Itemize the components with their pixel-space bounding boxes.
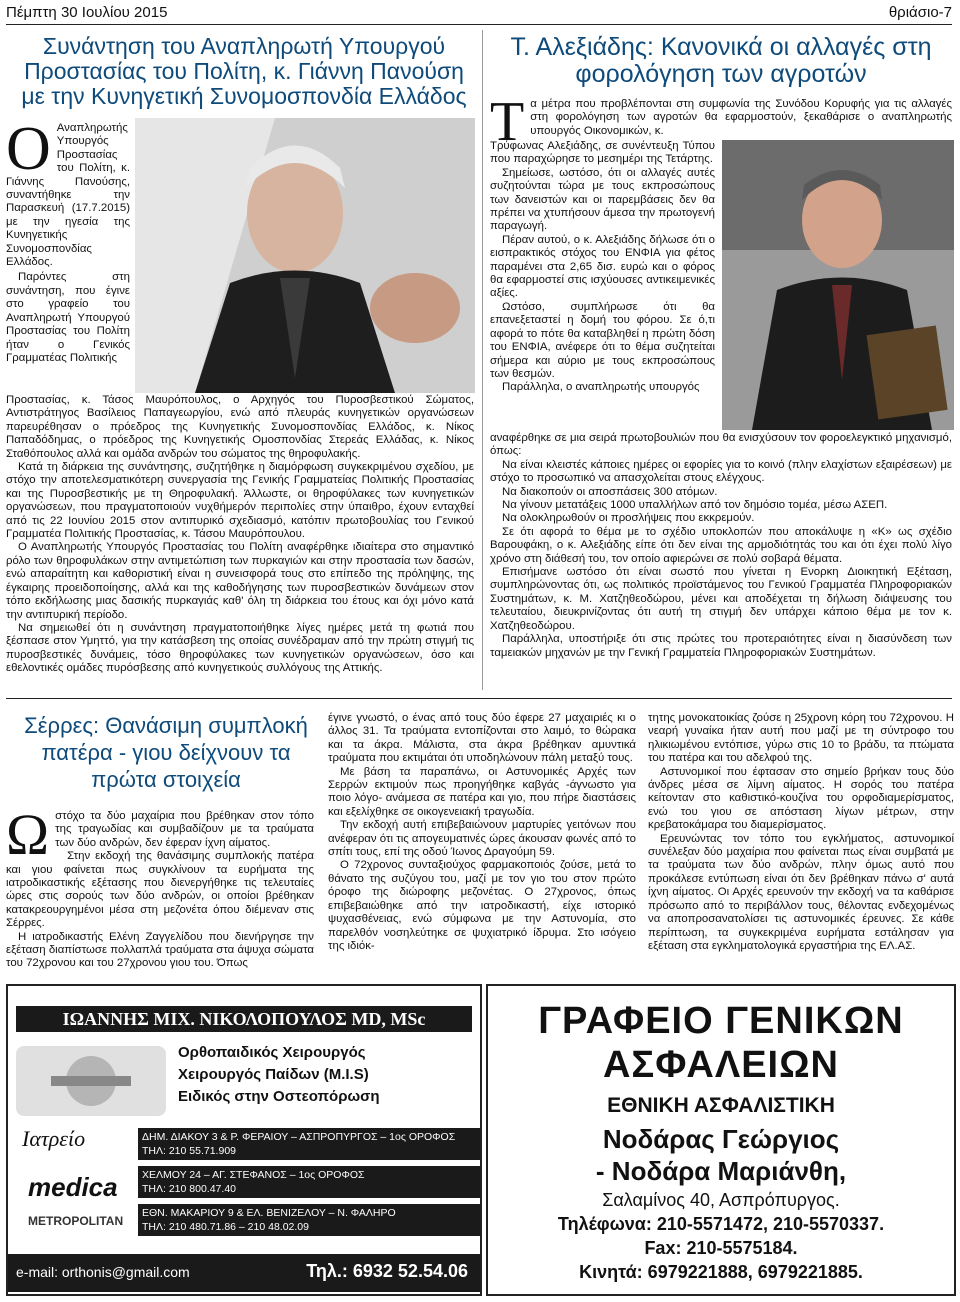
insurance-line5: - Νοδάρα Μαριάνθη,: [595, 1156, 847, 1186]
article3-paragraph: Ερευνώντας τον τόπο του εγκλήματος, αστυνομικοί συνέλεξαν δύο μαχαίρια που φαίνεται πως είναι συμβατά με τα τραύματα των δύο ανδρών, πλην όμως αυτό που προκάλεσε εντύπωση είναι ότι δεν βρέθηκαν πάνω σ' αυτά ίχνη αίματος. Οι Αρχές ερευνούν την εκδοχή να τα καθάρισε πρόσωπο από το περιβάλλον τους, θέλοντας ενδεχομένως να αποπροσανατολίσει τις αστυνομικές έρευνες. Σε κάθε περίπτωση, τα συγκεκριμένα ευρήματα εστάλησαν για εξέταση στα εγκληματολογικά εργαστήρια της ΕΛ.ΑΣ.: [648, 832, 954, 952]
article2-paragraph: Τρύφωνας Αλεξιάδης, σε συνέντευξη Τύπου που παραχώρησε το μεσημέρι της Τετάρτης.: [490, 140, 715, 166]
office-2: [138, 1166, 480, 1198]
doctor-logo-image: [16, 1046, 166, 1116]
office-phone: ΤΗΛ: 210 55.71.909: [142, 1145, 236, 1157]
office-phone: ΤΗΛ: 210 480.71.86 – 210 48.02.09: [142, 1221, 309, 1233]
article2-paragraph: Πέραν αυτού, ο κ. Αλεξιάδης δήλωσε ότι ο εισπρακτικός στόχος του ΕΝΦΙΑ για φέτος παραμένει στα 2,65 δισ. ευρώ και ο φόρος θα εφαρμοστεί στις ισχύουσες αντικειμενικές αξίες.: [490, 233, 715, 300]
insurance-line8[interactable]: Fax: 210-5575184.: [644, 1238, 798, 1258]
page-label: θριάσιο-7: [888, 4, 952, 21]
article2-paragraph: Παράλληλα, υποστήριξε ότι στις πρώτες του προτεραιότητες είναι η διασύνδεση των ταμειακών μηχανών με την Γενική Γραμματεία Πληροφοριακών Συστημάτων.: [490, 633, 952, 659]
issue-date: Πέμπτη 30 Ιουλίου 2015: [6, 4, 168, 21]
insurance-line3: ΕΘΝΙΚΗ ΑΣΦΑΛΙΣΤΙΚΗ: [607, 1094, 835, 1117]
article3-column3: [648, 712, 954, 953]
article1-paragraph: Ο Αναπληρωτής Υπουργός Προστασίας του Πολίτη αναφέρθηκε ιδιαίτερα στο σημαντικό ρόλο των θηροφυλάκων στην αντιμετώπιση των πυρκαγιών και στην προστασία των δασών, ενώ απαραίτητη και καθοριστική είναι η συνεισφορά τους στο επίπεδο της πρόληψης, της έγκαιρης προειδοποίησης, αλλά και της καθοδήγησης των πυροσβεστικών δυνάμεων στον τόπο εκδήλωσης μιας δασικής πυρκαγιάς καθ' όλη τη διάρκεια του έτους και όχι μόνο κατά την αντιπυρική περίοδο.: [6, 541, 474, 621]
section-rule: [6, 698, 952, 699]
doctor-special: Ειδικός στην Οστεοπόρωση: [178, 1088, 380, 1105]
article2-full-width: [490, 432, 952, 660]
article3-column1: [6, 802, 314, 971]
doctor-contact-bar: [8, 1254, 480, 1292]
article3-paragraph: Η ιατροδικαστής Ελένη Ζαγγελίδου που διενήργησε την εξέταση διαπίστωσε πολλαπλά τραύματα στα άψυχα σώματα του 72χρονου και του 27χρονου γιου του. Όπως: [6, 930, 314, 970]
article2-paragraph: αναφέρθηκε σε μια σειρά πρωτοβουλιών που θα ενισχύσουν τον φοροελεγκτικό μηχανισμό, όπως:: [490, 432, 952, 458]
article1-col-text: Αναπληρωτής Υπουργός Προστασίας του Πολίτη, κ. Γιάννης Πανούσης, συναντήθηκε την Παρασκευή (17.7.2015) με την ηγεσία της Κυνηγετικής Συνομοσπονδίας Ελλάδος.: [6, 122, 130, 269]
article3-title: Σέρρες: Θανάσιμη συμπλοκή πατέρα - γιου δείχνουν τα πρώτα στοιχεία: [24, 713, 308, 792]
article2-lead-text: α μέτρα που προβλέπονται στη συμφωνία της Συνόδου Κορυφής για τις αλλαγές στη φορολόγηση των αγροτών θα εφαρμοστούν, ξεκαθάρισε ο αναπληρωτής υπουργός Οικονομικών, κ.: [530, 98, 952, 137]
insurance-line6: Σαλαμίνος 40, Ασπρόπυργος.: [602, 1190, 840, 1210]
metropolitan-logo: METROPOLITAN: [28, 1214, 124, 1228]
article3-drop-cap: Ω: [6, 802, 50, 867]
article2-column: [490, 140, 715, 395]
article1-col-text2: Παρόντες στη συνάντηση, που έγινε στο γραφείο του Αναπληρωτή Υπουργού Προστασίας του Πολίτη ήταν ο Γενικός Γραμματέας Πολιτικής: [6, 271, 130, 364]
article2-paragraph: Σημείωσε, ωστόσο, ότι οι αλλαγές αυτές συζητούνται τώρα με τους εκπροσώπους των δανειστών και οι παρεμβάσεις δεν θα πρέπει να χτυπήσουν άμεσα την πρωτογενή παραγωγή.: [490, 166, 715, 233]
article2-paragraph: Να γίνουν μετατάξεις 1000 υπαλλήλων από τον δημόσιο τομέα, μέσω ΑΣΕΠ.: [502, 499, 888, 512]
article3-paragraph: τητης μονοκατοικίας ζούσε η 25χρονη κόρη του 72χρονου. Η νεαρή γυναίκα ήταν αυτή που μαζί με τη σύντροφο του ηλικιωμένου εντόπισε, γύρω στις 10 το βράδυ, τα πτώματα του πατέρα και του αδελφού της.: [648, 712, 954, 765]
office-address: ΔΗΜ. ΔΙΑΚΟΥ 3 & Ρ. ΦΕΡΑΙΟΥ – ΑΣΠΡΟΠΥΡΓΟΣ – 1ος ΟΡΟΦΟΣ: [142, 1131, 456, 1143]
insurance-ad: [486, 984, 956, 1296]
medica-logo: medica: [28, 1172, 118, 1202]
article3-paragraph: Την εκδοχή αυτή επιβεβαιώνουν μαρτυρίες γειτόνων που ανέφεραν ότι τις απογευματινές ώρες άκουσαν φωνές από το σπίτι τους, επί της οδού Ίωνος Δραγούμη 59.: [328, 819, 636, 859]
article1-intro: [6, 115, 130, 365]
article1-paragraph: Προστασίας, κ. Τάσος Μαυρόπουλος, ο Αρχηγός του Πυροσβεστικού Σώματος, Αντιστράτηγος Βασίλειος Παπαγεωργίου, ενώ από πλευράς κυνηγετικών οργανώσεων παρευρέθησαν ο πρόεδρος της Κυνηγετικής Συνομοσπονδίας Ελλάδος, κ. Νίκος Παπαδόδημας, ο πρόεδρος της Κυνηγετικής Ομοσπονδίας Στερεάς Ελλάδας, κ. Νίκος Σταθόπουλος αλλά και ομάδα ανδρών του σώματος της θηροφυλακής.: [6, 394, 474, 460]
article2-paragraph: Να είναι κλειστές κάποιες ημέρες οι εφορίες για το κοινό (πλην ελαχίστων εξαιρέσεων) με στόχο το προσωπικό να απασχολείται στους ελέγχους.: [490, 458, 952, 485]
article3-paragraph: Στην εκδοχή της θανάσιμης συμπλοκής πατέρα και γιου φαίνεται πως συγκλίνουν τα ευρήματα της ιατροδικαστικής εξέτασης που διενεργήθηκε τις τελευταίες ώρες στις σορούς των δύο ανδρών, οι οποίοι βρέθηκαν κατακρεουργημένοι μέσα στη μεζονέτα όπου διέμεναν στις Σέρρες.: [6, 850, 314, 930]
insurance-line1: ΓΡΑΦΕΙΟ ΓΕΝΙΚΩΝ: [538, 1000, 904, 1042]
article1-title: Συνάντηση του Αναπληρωτή Υπουργού Προστασίας του Πολίτη, κ. Γιάννη Πανούση με την Κυνηγετική Συνομοσπονδία Ελλάδος: [21, 33, 467, 109]
office-address: ΕΘΝ. ΜΑΚΑΡΙΟΥ 9 & ΕΛ. ΒΕΝΙΖΕΛΟΥ – Ν. ΦΑΛΗΡΟ: [142, 1207, 396, 1219]
article2-paragraph: Να ολοκληρωθούν οι προσλήψεις που εκκρεμούν.: [502, 512, 755, 525]
panousis-photo: [135, 118, 475, 393]
bone-icon: [16, 1046, 166, 1116]
panousis-photo-figure: [135, 118, 475, 393]
article3-paragraph: έγινε γνωστό, ο ένας από τους δύο έφερε 27 μαχαιριές κι ο άλλος 31. Τα τραύματα εντοπίζονται στο λαιμό, το θώρακα και τα άκρα. Μάλιστα, στα άκρα βρέθηκαν αμυντικά τραύματα που εκτιμάται ότι υποδηλώνουν πάλη μεταξύ τους.: [328, 712, 636, 765]
article1-paragraph: Να σημειωθεί ότι η συνάντηση πραγματοποιήθηκε λίγες ημέρες μετά τη φωτιά που ξέσπασε στον Υμηττό, για την κατάσβεση της οποίας συνέδραμαν από την πρώτη στιγμή τις πυροσβεστικές δυνάμεις, τόσο θηροφύλακες των κυνηγετικών οργανώσεων, όσο και εθελοντικές ομάδες πυρόσβεσης από κυνηγετικούς συλλόγους της Αττικής.: [6, 621, 474, 675]
header-rule: [6, 24, 952, 25]
insurance-line9[interactable]: Κινητά: 6979221888, 6979221885.: [579, 1262, 863, 1282]
office-address: ΧΕΛΜΟΥ 24 – ΑΓ. ΣΤΕΦΑΝΟΣ – 1ος ΟΡΟΦΟΣ: [142, 1169, 365, 1181]
doctor-name: ΙΩΑΝΝΗΣ ΜΙΧ. ΝΙΚΟΛΟΠΟΥΛΟΣ MD, MSc: [16, 1006, 472, 1032]
iatreio-label: Ιατρείο: [22, 1126, 86, 1151]
doctor-specialty: Ορθοπαιδικός Χειρουργός: [178, 1044, 366, 1061]
article3-paragraph: Με βάση τα παραπάνω, οι Αστυνομικές Αρχές των Σερρών εκτιμούν πως προηγήθηκε καβγάς -άγνωστο για ποιο λόγο- ανάμεσα σε πατέρα και γιο, που πήρε διαστάσεις και εξελίχθηκε σε οικογενειακή τραγωδία.: [328, 765, 636, 818]
doctor-fellow: Χειρουργός Παίδων (M.I.S): [178, 1066, 369, 1083]
article1-drop-cap: Ο: [6, 115, 51, 183]
insurance-line2: ΑΣΦΑΛΕΙΩΝ: [602, 1044, 840, 1086]
article2-paragraph: Παράλληλα, ο αναπληρωτής υπουργός: [502, 381, 700, 394]
article3-column2: [328, 712, 636, 953]
article1-paragraph: Κατά τη διάρκεια της συνάντησης, συζητήθηκε η διαμόρφωση συγκεκριμένου σχεδίου, με στόχο την αποτελεσματικότερη συνεργασία της Γενικής Γραμματείας Πολιτικής Προστασίας και της Πυροσβεστικής με τη Θηροφυλακή. Άλλωστε, οι θηροφύλακες των κυνηγετικών οργανώσεων, που πραγματοποιούν νυχθήμερόν περιπολίες στην ύπαιθρο, έχουν ενταχθεί από τις 22 Ιουνίου 2015 στον αντιπυρικό σχεδιασμό, κατόπιν πρωτοβουλίας του Γενικού Γραμματέα Πολιτικής Προστασίας, κ. Τάσου Μαυρόπουλου.: [6, 461, 474, 541]
doctor-phone[interactable]: Τηλ.: 6932 52.54.06: [306, 1261, 468, 1281]
insurance-line4: Νοδάρας Γεώργιος: [602, 1124, 840, 1154]
article3-paragraph: Ο 72χρονος συνταξιούχος φαρμακοποιός ζούσε, μετά το θάνατο της συζύγου του, μαζί με τον γιο του στον πρώτο όροφο της διώροφης μεζονέτας. Ο 27χρονος, όπως επιβεβαιώθηκε από την ιατροδικαστή, είχε ιστορικό ψυχασθένειας, ενώ σύμφωνα με την Αστυνομία, στο παρελθόν νοσηλεύτηκε σε ψυχιατρικό ίδρυμα. Στο ισόγειο της ιδιόκ-: [328, 859, 636, 952]
article2-title: Τ. Αλεξιάδης: Κανονικά οι αλλαγές στη φορολόγηση των αγροτών: [510, 33, 932, 88]
office-phone: ΤΗΛ: 210 800.47.40: [142, 1183, 236, 1195]
article3-paragraph: Αστυνομικοί που έφτασαν στο σημείο βρήκαν τους δύο άνδρες μέσα σε λίμνη αίματος. Η σορός του πατέρα κείτονταν στο καθιστικό-κουζίνα του ορφοδιαμερίσματος, ενώ του γιου σε απόσταση λίγων μέτρων, στην κρεβατοκάμαρα του διαμερίσματος.: [648, 765, 954, 832]
article2-drop-cap: Τ: [490, 91, 525, 153]
article2-paragraph: Επισήμανε ωστόσο ότι είναι σωστό που γίνεται η Ενορκη Διοικητική Εξέταση, συμπληρώνοντας ότι, ως πολιτικός προϊστάμενος του Γενικού Γραμματέα Πληροφοριακών Συστημάτων, κ. Μ. Χατζηθεοδώρου, μένει και αποδέχεται τη δήλωση διάψευσης του τελευταίου, διευκρινίζοντας ότι αυτή τη στιγμή δεν υπάρχει κάποιο θέμα με τον κ. Χατζηθεοδώρου.: [490, 566, 952, 632]
article2-paragraph: Σε ότι αφορά το θέμα με το σχέδιο υποκλοπών που αποκάλυψε η «Κ» ως σχέδιο Βαρουφάκη, ο κ. Αλεξιάδης είπε ότι δεν είναι της αρμοδιότητάς του και ότι έχει πολύ λίγο χρόνο στη διάθεσή του, τον οποίο αφιερώνει σε πολύ σοβαρά θέματα.: [490, 525, 952, 565]
article2-paragraph: Να διακοπούν οι αποσπάσεις 300 ατόμων.: [502, 485, 718, 498]
doctor-ad: [6, 984, 482, 1296]
alexiadis-photo: [722, 140, 954, 430]
insurance-line7[interactable]: Τηλέφωνα: 210-5571472, 210-5570337.: [557, 1214, 885, 1234]
alexiadis-photo-figure: [722, 140, 954, 430]
article1-body: [6, 394, 474, 676]
article2-paragraph: Ωστόσο, συμπλήρωσε ότι θα επανεξεταστεί η δομή του φόρου. Σε ό,τι αφορά το πότε θα καταβληθεί η πρώτη δόση του ΕΝΦΙΑ, ανέφερε ότι το θέμα συζητείται σήμερα και αύριο με τους εκπροσώπους των θεσμών.: [490, 300, 715, 380]
doctor-email[interactable]: e-mail: orthonis@gmail.com: [16, 1264, 190, 1280]
column-divider: [482, 30, 483, 690]
office-3: [138, 1204, 480, 1236]
office-1: [138, 1128, 480, 1160]
article3-lead: στόχο τα δύο μαχαίρια που βρέθηκαν στον τόπο της τραγωδίας και συμβαδίζουν με τα τραύματα των δύο ανδρών, δεν έφεραν ίχνη αίματος.: [55, 810, 314, 849]
